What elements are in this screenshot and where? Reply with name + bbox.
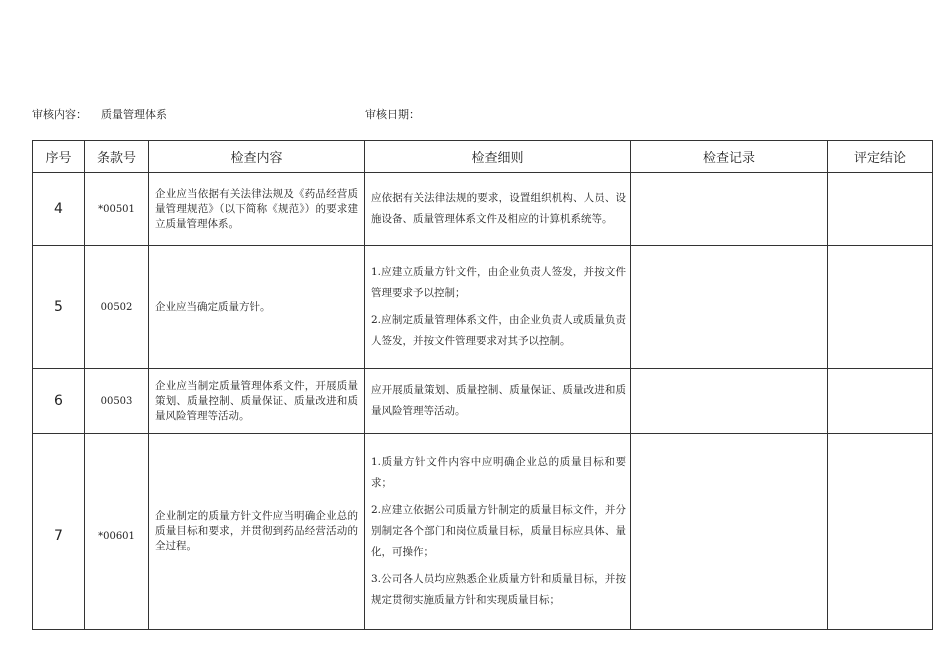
audit-content-line <box>32 106 167 122</box>
row-clause-code: 00503 <box>85 369 149 434</box>
row-conclusion-cell[interactable] <box>828 369 933 434</box>
row-seq: 5 <box>33 246 85 369</box>
row-conclusion-cell[interactable] <box>828 246 933 369</box>
header-record: 检查记录 <box>631 141 828 173</box>
audit-content-value: 质量管理体系 <box>101 108 167 121</box>
row-seq: 7 <box>33 434 85 630</box>
row-clause-code: *00601 <box>85 434 149 630</box>
row-content: 企业应当制定质量管理体系文件，开展质量策划、质量控制、质量保证、质量改进和质量风险管理等活动。 <box>149 369 365 434</box>
row-details <box>365 369 631 434</box>
row-conclusion-cell[interactable] <box>828 434 933 630</box>
detail-item: 应依据有关法律法规的要求，设置组织机构、人员、设施设备、质量管理体系文件及相应的计算机系统等。 <box>371 192 626 225</box>
audit-date-line <box>365 106 420 122</box>
detail-item: 应开展质量策划、质量控制、质量保证、质量改进和质量风险管理等活动。 <box>371 384 626 417</box>
row-record-cell[interactable] <box>631 434 828 630</box>
table-row <box>33 173 933 246</box>
header-conclusion: 评定结论 <box>828 141 933 173</box>
row-details <box>365 173 631 246</box>
table-header-row <box>33 141 933 173</box>
audit-date-label: 审核日期： <box>365 108 420 121</box>
table-row <box>33 369 933 434</box>
header-seq: 序号 <box>33 141 85 173</box>
row-clause-code: 00502 <box>85 246 149 369</box>
row-clause-code: *00501 <box>85 173 149 246</box>
row-record-cell[interactable] <box>631 246 828 369</box>
table-row <box>33 246 933 369</box>
detail-item: 3.公司各人员均应熟悉企业质量方针和质量目标，并按规定贯彻实施质量方针和实现质量目标； <box>371 573 626 606</box>
row-record-cell[interactable] <box>631 369 828 434</box>
audit-content-label: 审核内容： <box>32 108 87 121</box>
header-details: 检查细则 <box>365 141 631 173</box>
row-details <box>365 434 631 630</box>
row-conclusion-cell[interactable] <box>828 173 933 246</box>
audit-checklist-table <box>32 140 933 630</box>
row-content: 企业制定的质量方针文件应当明确企业总的质量目标和要求，并贯彻到药品经营活动的全过程。 <box>149 434 365 630</box>
header-clause: 条款号 <box>85 141 149 173</box>
row-details <box>365 246 631 369</box>
header-content: 检查内容 <box>149 141 365 173</box>
row-content: 企业应当依据有关法律法规及《药品经营质量管理规范》（以下简称《规范》）的要求建立质量管理体系。 <box>149 173 365 246</box>
detail-item: 1.质量方针文件内容中应明确企业总的质量目标和要求； <box>371 456 626 489</box>
detail-item: 2.应建立依据公司质量方针制定的质量目标文件，并分别制定各个部门和岗位质量目标，质量目标应具体、量化，可操作； <box>371 504 626 558</box>
detail-item: 1.应建立质量方针文件，由企业负责人签发，并按文件管理要求予以控制； <box>371 266 626 299</box>
row-seq: 6 <box>33 369 85 434</box>
detail-item: 2.应制定质量管理体系文件，由企业负责人或质量负责人签发，并按文件管理要求对其予以控制。 <box>371 314 626 347</box>
row-content: 企业应当确定质量方针。 <box>149 246 365 369</box>
row-seq: 4 <box>33 173 85 246</box>
row-record-cell[interactable] <box>631 173 828 246</box>
table-row <box>33 434 933 630</box>
